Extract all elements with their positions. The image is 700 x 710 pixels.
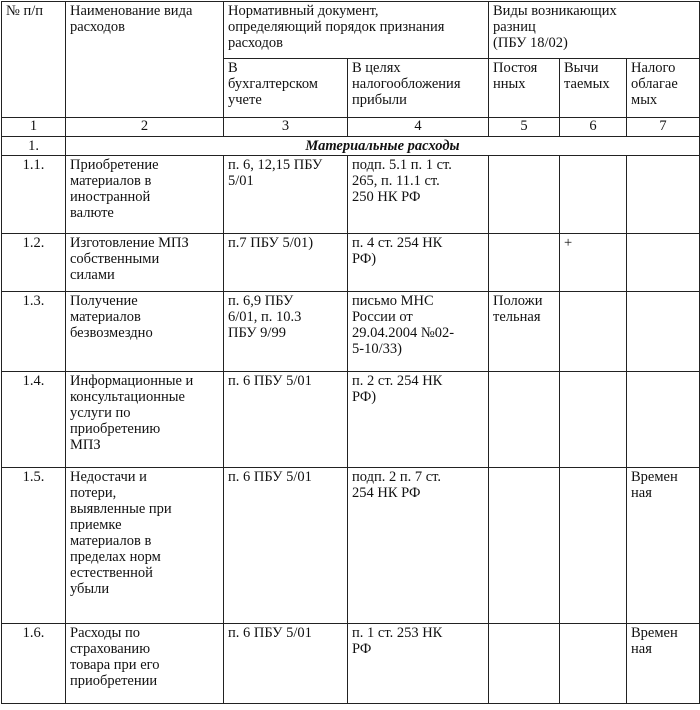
section-title: Материальные расходы — [66, 137, 700, 156]
table-row — [2, 468, 700, 624]
index-cell: 7 — [627, 118, 700, 137]
header-differences: Виды возникающих разниц (ПБУ 18/02) — [489, 2, 700, 59]
header-normative-document: Нормативный документ, определяющий порядок признания расходов — [224, 2, 489, 59]
table-row — [2, 372, 700, 468]
row-accounting-ref: п. 6 ПБУ 5/01 — [224, 468, 348, 624]
row-tax-ref: подп. 5.1 п. 1 ст. 265, п. 11.1 ст. 250 НК РФ — [348, 156, 489, 234]
index-cell: 1 — [2, 118, 66, 137]
row-tax-ref: п. 1 ст. 253 НК РФ — [348, 624, 489, 704]
row-accounting-ref: п. 6 ПБУ 5/01 — [224, 624, 348, 704]
section-num: 1. — [2, 137, 66, 156]
row-accounting-ref: п. 6,9 ПБУ 6/01, п. 10.3 ПБУ 9/99 — [224, 292, 348, 372]
row-accounting-ref: п. 6, 12,15 ПБУ 5/01 — [224, 156, 348, 234]
row-expense-name: Приобретение материалов в иностранной валюте — [66, 156, 224, 234]
row-permanent — [489, 468, 560, 624]
row-tax-ref: п. 4 ст. 254 НК РФ) — [348, 234, 489, 292]
header-expense-name: Наименование вида расходов — [66, 2, 224, 118]
row-tax-ref: подп. 2 п. 7 ст. 254 НК РФ — [348, 468, 489, 624]
row-taxable — [627, 156, 700, 234]
row-permanent: Положи тельная — [489, 292, 560, 372]
header-deductible: Вычи таемых — [560, 59, 627, 118]
row-deductible — [560, 372, 627, 468]
row-deductible — [560, 156, 627, 234]
header-taxable: Налого облагае мых — [627, 59, 700, 118]
row-taxable — [627, 372, 700, 468]
row-num: 1.6. — [2, 624, 66, 704]
row-taxable: Времен ная — [627, 468, 700, 624]
row-permanent — [489, 372, 560, 468]
row-deductible: + — [560, 234, 627, 292]
section-row — [2, 137, 700, 156]
table-row — [2, 234, 700, 292]
row-taxable — [627, 292, 700, 372]
row-expense-name: Расходы по страхованию товара при его приобретении — [66, 624, 224, 704]
row-deductible — [560, 468, 627, 624]
table-row — [2, 624, 700, 704]
row-tax-ref: п. 2 ст. 254 НК РФ) — [348, 372, 489, 468]
index-cell: 2 — [66, 118, 224, 137]
row-expense-name: Изготовление МПЗ собственными силами — [66, 234, 224, 292]
row-num: 1.1. — [2, 156, 66, 234]
table-row — [2, 292, 700, 372]
row-permanent — [489, 156, 560, 234]
index-row — [2, 118, 700, 137]
row-num: 1.2. — [2, 234, 66, 292]
row-deductible — [560, 292, 627, 372]
row-taxable — [627, 234, 700, 292]
header-permanent: Постоя нных — [489, 59, 560, 118]
index-cell: 5 — [489, 118, 560, 137]
row-accounting-ref: п. 6 ПБУ 5/01 — [224, 372, 348, 468]
row-expense-name: Информационные и консультационные услуги по приобретению МПЗ — [66, 372, 224, 468]
row-deductible — [560, 624, 627, 704]
row-expense-name: Недостачи и потери, выявленные при приемке материалов в пределах норм естественной убыли — [66, 468, 224, 624]
row-tax-ref: письмо МНС России от 29.04.2004 №02- 5-10/33) — [348, 292, 489, 372]
index-cell: 4 — [348, 118, 489, 137]
row-accounting-ref: п.7 ПБУ 5/01) — [224, 234, 348, 292]
index-cell: 3 — [224, 118, 348, 137]
row-taxable: Времен ная — [627, 624, 700, 704]
index-cell: 6 — [560, 118, 627, 137]
header-taxation: В целях налогообложения прибыли — [348, 59, 489, 118]
row-permanent — [489, 624, 560, 704]
row-expense-name: Получение материалов безвозмездно — [66, 292, 224, 372]
table-row — [2, 156, 700, 234]
row-num: 1.5. — [2, 468, 66, 624]
header-num: № п/п — [2, 2, 66, 118]
expense-table — [1, 1, 700, 704]
row-permanent — [489, 234, 560, 292]
row-num: 1.4. — [2, 372, 66, 468]
row-num: 1.3. — [2, 292, 66, 372]
header-accounting: В бухгалтерском учете — [224, 59, 348, 118]
